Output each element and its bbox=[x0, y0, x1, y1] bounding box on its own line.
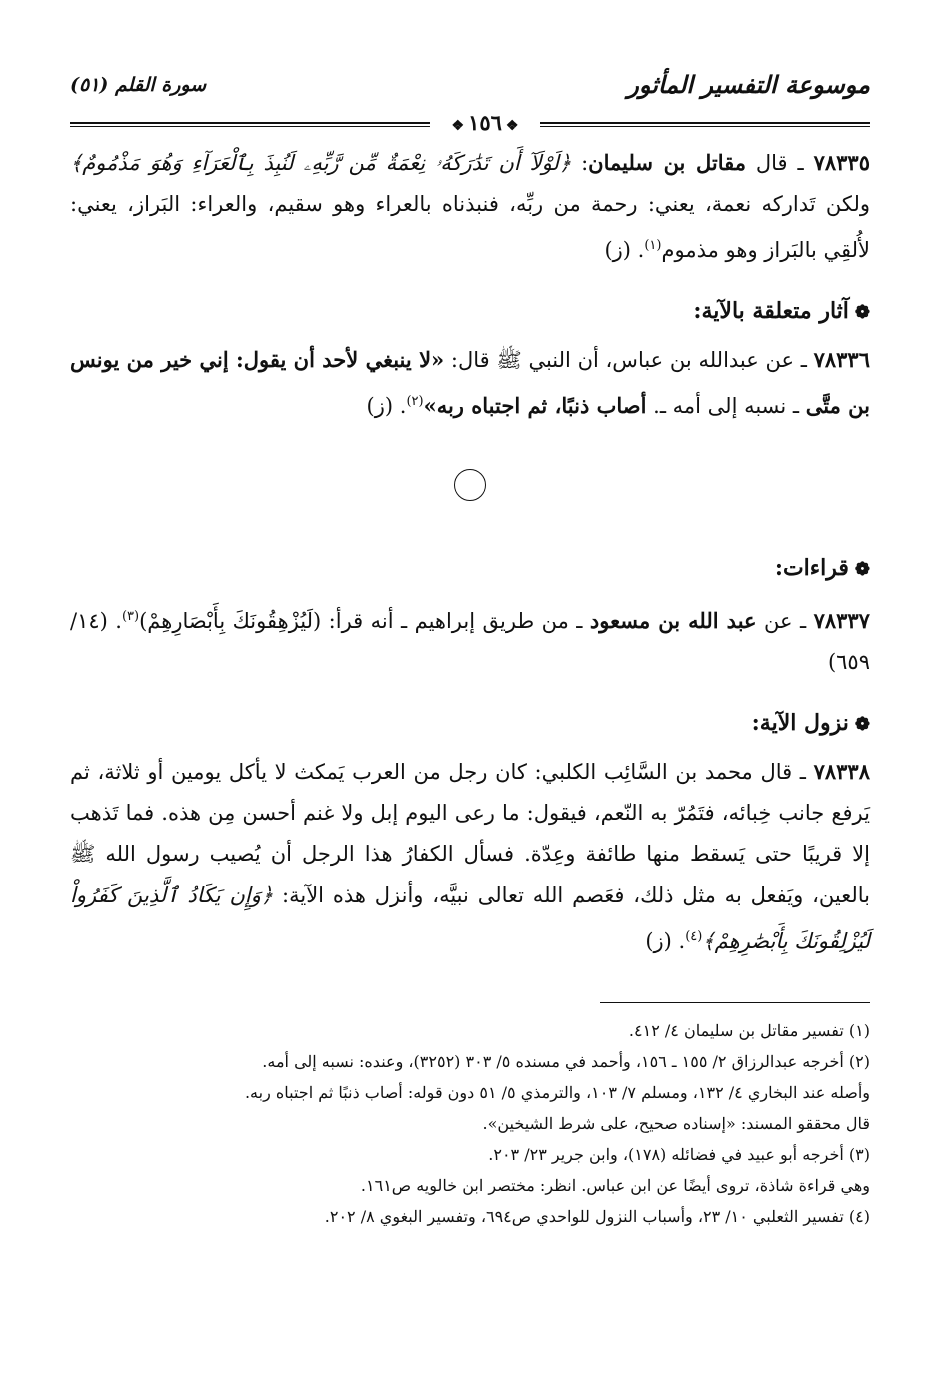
footnotes bbox=[70, 1015, 870, 1232]
entry-number: ٧٨٣٣٦ bbox=[813, 347, 870, 372]
page-number-text: ١٥٦ bbox=[468, 110, 502, 135]
entry-prefix: ـ عن bbox=[764, 609, 807, 633]
quran-quote: ﴿لَوْلَآ أَن تَدَٰرَكَهُۥ نِعْمَةٌ مِّن رَّبِّهِۦ لَنُبِذَ بِٱلْعَرَآءِ وَهُوَ مَذْمُومٌ﴾ bbox=[70, 151, 572, 175]
section-title: قراءات: bbox=[774, 555, 849, 581]
entry-prefix: ـ قال bbox=[755, 151, 804, 175]
entry-text: ـ من طريق إبراهيم ـ أنه قرأ: (لَيُزْهِقُونَكَ بِأَبْصَارِهِمْ) bbox=[139, 609, 583, 633]
running-header bbox=[70, 70, 870, 106]
section-title: آثار متعلقة بالآية: bbox=[693, 298, 849, 324]
entry-prefix: ـ عن عبدالله بن عباس، أن النبي ﷺ قال: bbox=[450, 348, 807, 372]
entry-tail: . (ز) bbox=[645, 929, 686, 953]
entry-text: ـ نسبه إلى أمه ـ. bbox=[653, 394, 800, 418]
entry-number: ٧٨٣٣٧ bbox=[813, 608, 870, 633]
entry-78336 bbox=[70, 339, 870, 427]
entry-78335 bbox=[70, 142, 870, 271]
page-number bbox=[430, 110, 540, 135]
flower-icon: ❁ bbox=[854, 559, 870, 580]
footnote-mark: (٢) bbox=[406, 394, 424, 409]
narrator-name: عبد الله بن مسعود bbox=[589, 608, 757, 633]
page bbox=[70, 70, 870, 1232]
entry-tail: . (ز) bbox=[366, 394, 407, 418]
footnote: (٢) أخرجه عبدالرزاق ٢/ ١٥٥ ـ ١٥٦، وأحمد في مسنده ٥/ ٣٠٣ (٣٢٥٢)، وعنده: نسبه إلى أمه. bbox=[262, 1052, 870, 1071]
ornament-icon: ❖ bbox=[451, 118, 465, 134]
entry-78337 bbox=[70, 596, 870, 683]
section-heading-nuzul bbox=[70, 703, 870, 745]
footnote-mark: (١) bbox=[644, 238, 662, 253]
narrator-name: مقاتل بن سليمان bbox=[588, 150, 746, 175]
entry-tail: . (١٤/ ٦٥٩) bbox=[70, 609, 870, 674]
header-rule bbox=[70, 110, 870, 136]
entry-number: ٧٨٣٣٥ bbox=[813, 150, 870, 175]
section-heading-athar bbox=[70, 291, 870, 333]
footnote: (٣) أخرجه أبو عبيد في فضائله (١٧٨)، وابن جرير ٢٣/ ٢٠٣. bbox=[488, 1145, 870, 1164]
entry-number: ٧٨٣٣٨ bbox=[813, 759, 870, 784]
surah-label: سورة القلم (٥١) bbox=[70, 74, 207, 96]
header-rule-right bbox=[540, 122, 870, 127]
entry-text: ولكن تَداركه نعمة، يعني: رحمة من ربِّه، فنبذناه بالعراء وهو سقيم، والعراء: البَراز، يعني: لأُلقِي بالبَراز وهو مذموم bbox=[70, 192, 870, 262]
entry-text: ـ قال محمد بن السَّائِب الكلبي: كان رجل من العرب يَمكث لا يأكل يومين أو ثلاثة، ثم يَرفع جانب خِبائه، فتَمُرّ به النّعم، فيقول: ما رعى اليوم إبل ولا غنم أحسن مِن هذه. فما تَذهب إلا قريبًا حتى يَسقط منها طائفة وعِدّة. فسأل الكفارُ هذا الرجل أن يُصيب رسول الله ﷺ بالعين، ويَفعل به مثل ذلك، فعَصم الله تعالى نبيَّه، وأنزل هذه الآية: bbox=[70, 760, 870, 907]
footnote: وأصله عند البخاري ٤/ ١٣٢، ومسلم ٧/ ١٠٣، والترمذي ٥/ ٥١ دون قوله: أصاب ذنبًا ثم اجتباه ربه. bbox=[244, 1083, 870, 1102]
section-heading-qiraat bbox=[70, 548, 870, 590]
header-rule-left bbox=[70, 122, 430, 127]
entry-78338 bbox=[70, 751, 870, 962]
ornament-icon: ❖ bbox=[505, 118, 519, 134]
footnote-mark: (٤) bbox=[685, 929, 703, 944]
footnote: (٤) تفسير الثعلبي ١٠/ ٢٣، وأسباب النزول للواحدي ص٦٩٤، وتفسير البغوي ٨/ ٢٠٢. bbox=[324, 1207, 870, 1226]
footnote: قال محققو المسند: «إسناده صحيح، على شرط الشيخين». bbox=[482, 1114, 870, 1133]
footnote: وهي قراءة شاذة، تروى أيضًا عن ابن عباس. انظر: مختصر ابن خالويه ص١٦١. bbox=[360, 1176, 870, 1195]
footnote-separator bbox=[600, 1002, 870, 1003]
hadith-text-end: أصاب ذنبًا، ثم اجتباه ربه» bbox=[423, 393, 647, 418]
flower-icon: ❁ bbox=[854, 302, 870, 323]
colon: : bbox=[581, 151, 589, 175]
section-title: نزول الآية: bbox=[751, 710, 849, 736]
quran-quote: ﴿وَإِن يَكَادُ ٱلَّذِينَ كَفَرُواْ لَيُزْلِقُونَكَ بِأَبْصَٰرِهِمْ﴾ bbox=[70, 883, 870, 953]
footnote: (١) تفسير مقاتل بن سليمان ٤/ ٤١٢. bbox=[628, 1021, 870, 1040]
footnote-mark: (٣) bbox=[121, 609, 140, 624]
hadith-text: «لا ينبغي لأحد أن يقول: إني خير من يونس بن متَّى bbox=[70, 347, 870, 418]
entry-tail: . (ز) bbox=[604, 238, 645, 262]
verse-51 bbox=[70, 469, 870, 514]
flower-icon: ❁ bbox=[854, 714, 870, 735]
book-title: موسوعة التفسير المأثور bbox=[627, 70, 870, 99]
ayah-number-icon bbox=[454, 469, 486, 501]
